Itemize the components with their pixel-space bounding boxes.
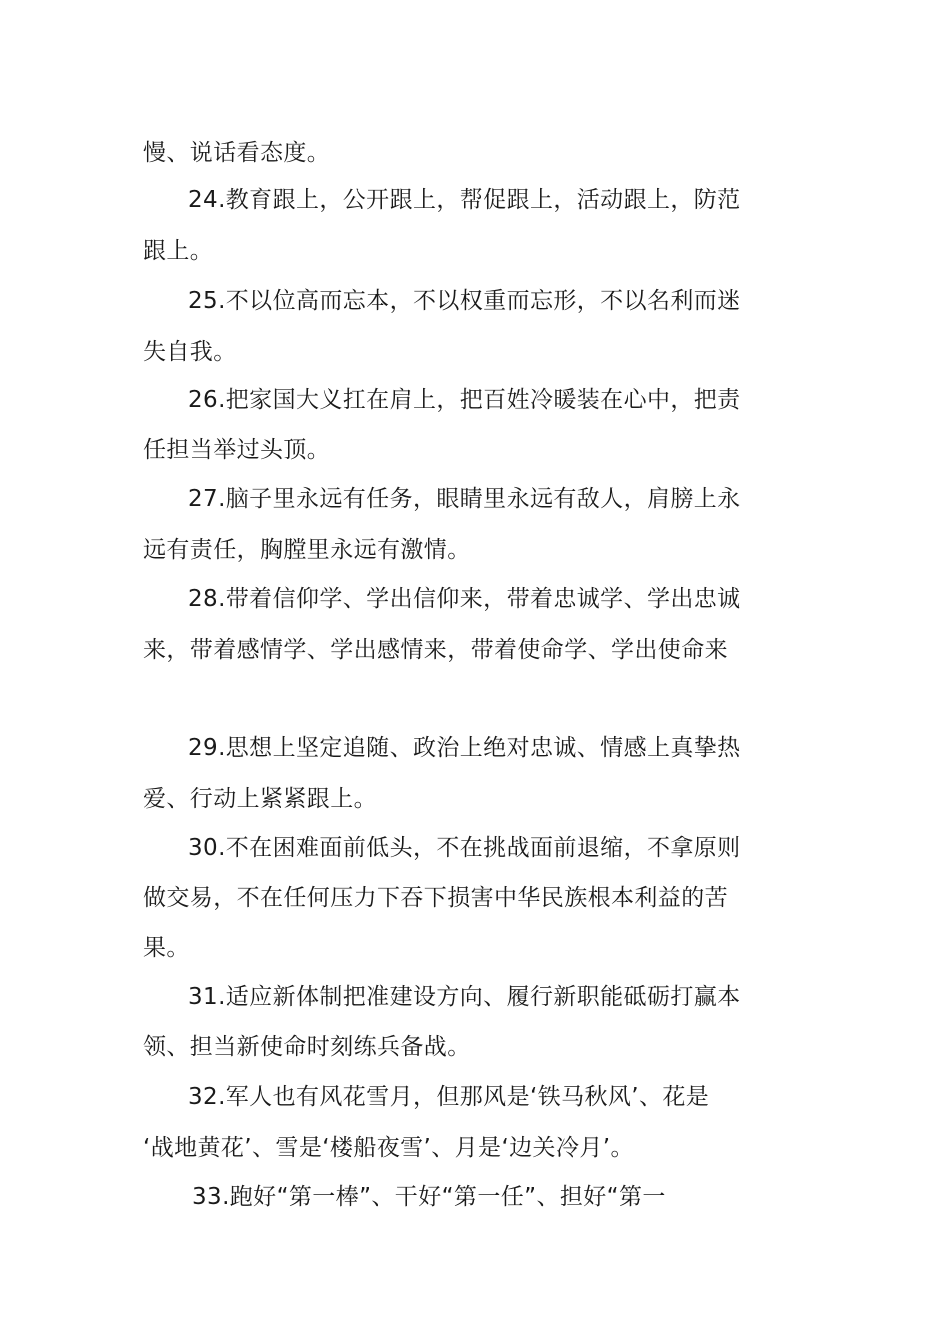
text-line: 领、担当新使命时刻练兵备战。 [143, 1034, 471, 1060]
text-line: 32.军人也有风花雪月，但那风是‘铁马秋风’、花是 [188, 1084, 710, 1110]
text-line: 29.思想上坚定追随、政治上绝对忠诚、情感上真挚热 [188, 735, 741, 761]
text-line: 25.不以位高而忘本，不以权重而忘形，不以名利而迷 [188, 288, 741, 314]
text-line: 做交易，不在任何压力下吞下损害中华民族根本利益的苦 [143, 885, 728, 911]
text-line: 27.脑子里永远有任务，眼睛里永远有敌人，肩膀上永 [188, 486, 741, 512]
text-line: 爱、行动上紧紧跟上。 [143, 786, 377, 812]
text-line: ‘战地黄花’、雪是‘楼船夜雪’、月是‘边关冷月’。 [143, 1135, 634, 1161]
text-line: 果。 [143, 935, 190, 961]
text-line: 33.跑好“第一棒”、干好“第一任”、担好“第一 [192, 1184, 666, 1210]
text-line: 31.适应新体制把准建设方向、履行新职能砥砺打赢本 [188, 984, 741, 1010]
text-line: 远有责任，胸膛里永远有激情。 [143, 537, 471, 563]
text-line: 失自我。 [143, 339, 237, 365]
text-line: 30.不在困难面前低头，不在挑战面前退缩，不拿原则 [188, 835, 741, 861]
text-line: 跟上。 [143, 238, 214, 264]
text-line: 任担当举过头顶。 [143, 437, 331, 463]
text-line: 26.把家国大义扛在肩上，把百姓冷暖装在心中，把责 [188, 387, 741, 413]
text-line: 慢、说话看态度。 [143, 140, 331, 166]
text-line: 24.教育跟上，公开跟上，帮促跟上，活动跟上，防范 [188, 187, 741, 213]
text-line: 来，带着感情学、学出感情来，带着使命学、学出使命来 [143, 637, 728, 663]
text-line: 28.带着信仰学、学出信仰来，带着忠诚学、学出忠诚 [188, 586, 741, 612]
